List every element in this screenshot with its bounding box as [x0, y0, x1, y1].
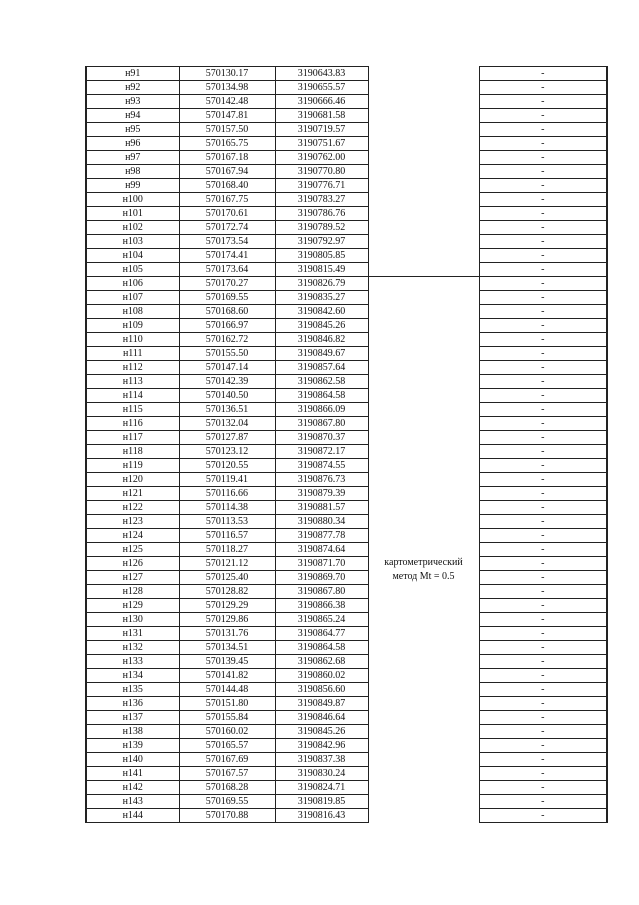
- table-row: [86, 179, 607, 193]
- y-coordinate-cell: 3190865.24: [275, 613, 368, 627]
- y-coordinate-cell: 3190846.64: [275, 711, 368, 725]
- dash-cell: -: [479, 739, 607, 753]
- x-coordinate-cell: 570165.57: [179, 739, 275, 753]
- point-name-cell: н113: [86, 375, 179, 389]
- dash-cell: -: [479, 235, 607, 249]
- table-row: [86, 599, 607, 613]
- table-row: [86, 375, 607, 389]
- table-row: [86, 473, 607, 487]
- y-coordinate-cell: 3190864.58: [275, 389, 368, 403]
- y-coordinate-cell: 3190845.26: [275, 725, 368, 739]
- point-name-cell: н110: [86, 333, 179, 347]
- x-coordinate-cell: 570130.17: [179, 67, 275, 81]
- x-coordinate-cell: 570125.40: [179, 571, 275, 585]
- x-coordinate-cell: 570160.02: [179, 725, 275, 739]
- table-row: [86, 641, 607, 655]
- table-row: [86, 403, 607, 417]
- dash-cell: -: [479, 249, 607, 263]
- point-name-cell: н104: [86, 249, 179, 263]
- y-coordinate-cell: 3190857.64: [275, 361, 368, 375]
- dash-cell: -: [479, 165, 607, 179]
- point-name-cell: н100: [86, 193, 179, 207]
- table-row: [86, 263, 607, 277]
- x-coordinate-cell: 570139.45: [179, 655, 275, 669]
- point-name-cell: н142: [86, 781, 179, 795]
- point-name-cell: н139: [86, 739, 179, 753]
- point-name-cell: н136: [86, 697, 179, 711]
- x-coordinate-cell: 570174.41: [179, 249, 275, 263]
- table-row: [86, 515, 607, 529]
- table-row: [86, 165, 607, 179]
- table-row: [86, 739, 607, 753]
- y-coordinate-cell: 3190869.70: [275, 571, 368, 585]
- dash-cell: -: [479, 151, 607, 165]
- y-coordinate-cell: 3190837.38: [275, 753, 368, 767]
- point-name-cell: н135: [86, 683, 179, 697]
- table-row: [86, 319, 607, 333]
- point-name-cell: н102: [86, 221, 179, 235]
- table-row: [86, 431, 607, 445]
- point-name-cell: н119: [86, 459, 179, 473]
- y-coordinate-cell: 3190762.00: [275, 151, 368, 165]
- dash-cell: -: [479, 781, 607, 795]
- point-name-cell: н116: [86, 417, 179, 431]
- dash-cell: -: [479, 809, 607, 823]
- y-coordinate-cell: 3190786.76: [275, 207, 368, 221]
- y-coordinate-cell: 3190881.57: [275, 501, 368, 515]
- dash-cell: -: [479, 543, 607, 557]
- x-coordinate-cell: 570173.64: [179, 263, 275, 277]
- dash-cell: -: [479, 795, 607, 809]
- y-coordinate-cell: 3190870.37: [275, 431, 368, 445]
- dash-cell: -: [479, 333, 607, 347]
- dash-cell: -: [479, 347, 607, 361]
- x-coordinate-cell: 570144.48: [179, 683, 275, 697]
- point-name-cell: н106: [86, 277, 179, 291]
- table-row: [86, 795, 607, 809]
- dash-cell: -: [479, 613, 607, 627]
- table-row: [86, 361, 607, 375]
- y-coordinate-cell: 3190849.87: [275, 697, 368, 711]
- y-coordinate-cell: 3190880.34: [275, 515, 368, 529]
- point-name-cell: н133: [86, 655, 179, 669]
- dash-cell: -: [479, 221, 607, 235]
- dash-cell: -: [479, 95, 607, 109]
- dash-cell: -: [479, 473, 607, 487]
- table-row: [86, 557, 607, 571]
- y-coordinate-cell: 3190864.58: [275, 641, 368, 655]
- y-coordinate-cell: 3190867.80: [275, 417, 368, 431]
- y-coordinate-cell: 3190783.27: [275, 193, 368, 207]
- x-coordinate-cell: 570167.69: [179, 753, 275, 767]
- point-name-cell: н124: [86, 529, 179, 543]
- point-name-cell: н144: [86, 809, 179, 823]
- x-coordinate-cell: 570151.80: [179, 697, 275, 711]
- table-row: [86, 67, 607, 81]
- y-coordinate-cell: 3190789.52: [275, 221, 368, 235]
- point-name-cell: н98: [86, 165, 179, 179]
- point-name-cell: н101: [86, 207, 179, 221]
- y-coordinate-cell: 3190643.83: [275, 67, 368, 81]
- point-name-cell: н109: [86, 319, 179, 333]
- table-row: [86, 543, 607, 557]
- point-name-cell: н121: [86, 487, 179, 501]
- y-coordinate-cell: 3190874.64: [275, 543, 368, 557]
- table-row: [86, 305, 607, 319]
- point-name-cell: н99: [86, 179, 179, 193]
- y-coordinate-cell: 3190862.68: [275, 655, 368, 669]
- table-row: [86, 487, 607, 501]
- x-coordinate-cell: 570120.55: [179, 459, 275, 473]
- y-coordinate-cell: 3190751.67: [275, 137, 368, 151]
- table-row: [86, 333, 607, 347]
- y-coordinate-cell: 3190835.27: [275, 291, 368, 305]
- y-coordinate-cell: 3190845.26: [275, 319, 368, 333]
- dash-cell: -: [479, 109, 607, 123]
- point-name-cell: н128: [86, 585, 179, 599]
- y-coordinate-cell: 3190842.96: [275, 739, 368, 753]
- x-coordinate-cell: 570165.75: [179, 137, 275, 151]
- x-coordinate-cell: 570168.60: [179, 305, 275, 319]
- method-cell: [368, 277, 479, 823]
- point-name-cell: н134: [86, 669, 179, 683]
- dash-cell: -: [479, 501, 607, 515]
- table-row: [86, 529, 607, 543]
- table-row: [86, 501, 607, 515]
- point-name-cell: н96: [86, 137, 179, 151]
- x-coordinate-cell: 570140.50: [179, 389, 275, 403]
- x-coordinate-cell: 570129.86: [179, 613, 275, 627]
- y-coordinate-cell: 3190856.60: [275, 683, 368, 697]
- dash-cell: -: [479, 529, 607, 543]
- x-coordinate-cell: 570121.12: [179, 557, 275, 571]
- dash-cell: -: [479, 683, 607, 697]
- table-row: [86, 697, 607, 711]
- x-coordinate-cell: 570114.38: [179, 501, 275, 515]
- point-name-cell: н108: [86, 305, 179, 319]
- point-name-cell: н103: [86, 235, 179, 249]
- point-name-cell: н122: [86, 501, 179, 515]
- y-coordinate-cell: 3190846.82: [275, 333, 368, 347]
- x-coordinate-cell: 570155.84: [179, 711, 275, 725]
- dash-cell: -: [479, 417, 607, 431]
- point-name-cell: н118: [86, 445, 179, 459]
- x-coordinate-cell: 570119.41: [179, 473, 275, 487]
- table-row: [86, 767, 607, 781]
- dash-cell: -: [479, 753, 607, 767]
- y-coordinate-cell: 3190866.09: [275, 403, 368, 417]
- y-coordinate-cell: 3190826.79: [275, 277, 368, 291]
- x-coordinate-cell: 570118.27: [179, 543, 275, 557]
- table-row: [86, 151, 607, 165]
- table-row: [86, 193, 607, 207]
- x-coordinate-cell: 570113.53: [179, 515, 275, 529]
- table-row: [86, 809, 607, 823]
- dash-cell: -: [479, 557, 607, 571]
- point-name-cell: н114: [86, 389, 179, 403]
- coordinates-table: [85, 66, 608, 823]
- x-coordinate-cell: 570167.75: [179, 193, 275, 207]
- point-name-cell: н127: [86, 571, 179, 585]
- method-label: картометрический: [384, 556, 463, 568]
- dash-cell: -: [479, 725, 607, 739]
- point-name-cell: н140: [86, 753, 179, 767]
- table-row: [86, 627, 607, 641]
- y-coordinate-cell: 3190871.70: [275, 557, 368, 571]
- x-coordinate-cell: 570157.50: [179, 123, 275, 137]
- dash-cell: -: [479, 459, 607, 473]
- table-row: [86, 137, 607, 151]
- dash-cell: -: [479, 137, 607, 151]
- x-coordinate-cell: 570142.39: [179, 375, 275, 389]
- point-name-cell: н131: [86, 627, 179, 641]
- x-coordinate-cell: 570167.18: [179, 151, 275, 165]
- point-name-cell: н111: [86, 347, 179, 361]
- dash-cell: -: [479, 431, 607, 445]
- y-coordinate-cell: 3190860.02: [275, 669, 368, 683]
- point-name-cell: н130: [86, 613, 179, 627]
- y-coordinate-cell: 3190874.55: [275, 459, 368, 473]
- point-name-cell: н91: [86, 67, 179, 81]
- point-name-cell: н93: [86, 95, 179, 109]
- point-name-cell: н141: [86, 767, 179, 781]
- table-row: [86, 291, 607, 305]
- x-coordinate-cell: 570168.40: [179, 179, 275, 193]
- y-coordinate-cell: 3190805.85: [275, 249, 368, 263]
- dash-cell: -: [479, 515, 607, 529]
- dash-cell: -: [479, 767, 607, 781]
- dash-cell: -: [479, 585, 607, 599]
- y-coordinate-cell: 3190879.39: [275, 487, 368, 501]
- point-name-cell: н105: [86, 263, 179, 277]
- table-row: [86, 389, 607, 403]
- point-name-cell: н143: [86, 795, 179, 809]
- dash-cell: -: [479, 67, 607, 81]
- table-row: [86, 207, 607, 221]
- x-coordinate-cell: 570166.97: [179, 319, 275, 333]
- x-coordinate-cell: 570123.12: [179, 445, 275, 459]
- table-row: [86, 725, 607, 739]
- point-name-cell: н92: [86, 81, 179, 95]
- x-coordinate-cell: 570132.04: [179, 417, 275, 431]
- dash-cell: -: [479, 389, 607, 403]
- y-coordinate-cell: 3190872.17: [275, 445, 368, 459]
- x-coordinate-cell: 570134.51: [179, 641, 275, 655]
- point-name-cell: н117: [86, 431, 179, 445]
- point-name-cell: н125: [86, 543, 179, 557]
- table-row: [86, 249, 607, 263]
- table-row: [86, 81, 607, 95]
- point-name-cell: н115: [86, 403, 179, 417]
- table-row: [86, 445, 607, 459]
- x-coordinate-cell: 570147.81: [179, 109, 275, 123]
- dash-cell: -: [479, 599, 607, 613]
- x-coordinate-cell: 570142.48: [179, 95, 275, 109]
- table-row: [86, 221, 607, 235]
- x-coordinate-cell: 570172.74: [179, 221, 275, 235]
- x-coordinate-cell: 570127.87: [179, 431, 275, 445]
- dash-cell: -: [479, 571, 607, 585]
- table-row: [86, 711, 607, 725]
- y-coordinate-cell: 3190776.71: [275, 179, 368, 193]
- dash-cell: -: [479, 193, 607, 207]
- point-name-cell: н123: [86, 515, 179, 529]
- point-name-cell: н129: [86, 599, 179, 613]
- x-coordinate-cell: 570168.28: [179, 781, 275, 795]
- dash-cell: -: [479, 697, 607, 711]
- dash-cell: -: [479, 375, 607, 389]
- x-coordinate-cell: 570173.54: [179, 235, 275, 249]
- table-row: [86, 95, 607, 109]
- table-row: [86, 123, 607, 137]
- y-coordinate-cell: 3190862.58: [275, 375, 368, 389]
- x-coordinate-cell: 570116.66: [179, 487, 275, 501]
- table-row: [86, 683, 607, 697]
- y-coordinate-cell: 3190849.67: [275, 347, 368, 361]
- dash-cell: -: [479, 445, 607, 459]
- x-coordinate-cell: 570147.14: [179, 361, 275, 375]
- y-coordinate-cell: 3190824.71: [275, 781, 368, 795]
- table-row: [86, 669, 607, 683]
- y-coordinate-cell: 3190819.85: [275, 795, 368, 809]
- dash-cell: -: [479, 361, 607, 375]
- table-row: [86, 277, 607, 291]
- point-name-cell: н132: [86, 641, 179, 655]
- dash-cell: -: [479, 487, 607, 501]
- x-coordinate-cell: 570169.55: [179, 795, 275, 809]
- table-row: [86, 781, 607, 795]
- point-name-cell: н97: [86, 151, 179, 165]
- dash-cell: -: [479, 305, 607, 319]
- x-coordinate-cell: 570170.88: [179, 809, 275, 823]
- point-name-cell: н120: [86, 473, 179, 487]
- dash-cell: -: [479, 263, 607, 277]
- y-coordinate-cell: 3190792.97: [275, 235, 368, 249]
- x-coordinate-cell: 570131.76: [179, 627, 275, 641]
- coordinates-table-body: [86, 67, 607, 823]
- table-row: [86, 585, 607, 599]
- x-coordinate-cell: 570170.61: [179, 207, 275, 221]
- dash-cell: -: [479, 711, 607, 725]
- x-coordinate-cell: 570116.57: [179, 529, 275, 543]
- x-coordinate-cell: 570167.57: [179, 767, 275, 781]
- dash-cell: -: [479, 403, 607, 417]
- table-row: [86, 753, 607, 767]
- x-coordinate-cell: 570129.29: [179, 599, 275, 613]
- y-coordinate-cell: 3190830.24: [275, 767, 368, 781]
- method-cell-upper: [368, 67, 479, 277]
- x-coordinate-cell: 570128.82: [179, 585, 275, 599]
- x-coordinate-cell: 570162.72: [179, 333, 275, 347]
- y-coordinate-cell: 3190681.58: [275, 109, 368, 123]
- x-coordinate-cell: 570167.94: [179, 165, 275, 179]
- point-name-cell: н138: [86, 725, 179, 739]
- y-coordinate-cell: 3190866.38: [275, 599, 368, 613]
- x-coordinate-cell: 570141.82: [179, 669, 275, 683]
- dash-cell: -: [479, 277, 607, 291]
- y-coordinate-cell: 3190655.57: [275, 81, 368, 95]
- y-coordinate-cell: 3190815.49: [275, 263, 368, 277]
- point-name-cell: н95: [86, 123, 179, 137]
- y-coordinate-cell: 3190770.80: [275, 165, 368, 179]
- dash-cell: -: [479, 655, 607, 669]
- x-coordinate-cell: 570155.50: [179, 347, 275, 361]
- dash-cell: -: [479, 179, 607, 193]
- table-row: [86, 571, 607, 585]
- y-coordinate-cell: 3190864.77: [275, 627, 368, 641]
- dash-cell: -: [479, 627, 607, 641]
- y-coordinate-cell: 3190842.60: [275, 305, 368, 319]
- point-name-cell: н137: [86, 711, 179, 725]
- point-name-cell: н94: [86, 109, 179, 123]
- dash-cell: -: [479, 641, 607, 655]
- table-row: [86, 109, 607, 123]
- y-coordinate-cell: 3190877.78: [275, 529, 368, 543]
- point-name-cell: н112: [86, 361, 179, 375]
- table-row: [86, 347, 607, 361]
- table-row: [86, 235, 607, 249]
- y-coordinate-cell: 3190867.80: [275, 585, 368, 599]
- dash-cell: -: [479, 123, 607, 137]
- x-coordinate-cell: 570136.51: [179, 403, 275, 417]
- dash-cell: -: [479, 291, 607, 305]
- table-row: [86, 655, 607, 669]
- x-coordinate-cell: 570134.98: [179, 81, 275, 95]
- y-coordinate-cell: 3190719.57: [275, 123, 368, 137]
- table-row: [86, 613, 607, 627]
- dash-cell: -: [479, 319, 607, 333]
- dash-cell: -: [479, 207, 607, 221]
- x-coordinate-cell: 570170.27: [179, 277, 275, 291]
- y-coordinate-cell: 3190816.43: [275, 809, 368, 823]
- point-name-cell: н126: [86, 557, 179, 571]
- dash-cell: -: [479, 669, 607, 683]
- point-name-cell: н107: [86, 291, 179, 305]
- method-accuracy-label: метод Mt = 0.5: [392, 570, 455, 582]
- x-coordinate-cell: 570169.55: [179, 291, 275, 305]
- dash-cell: -: [479, 81, 607, 95]
- y-coordinate-cell: 3190666.46: [275, 95, 368, 109]
- y-coordinate-cell: 3190876.73: [275, 473, 368, 487]
- table-row: [86, 459, 607, 473]
- table-row: [86, 417, 607, 431]
